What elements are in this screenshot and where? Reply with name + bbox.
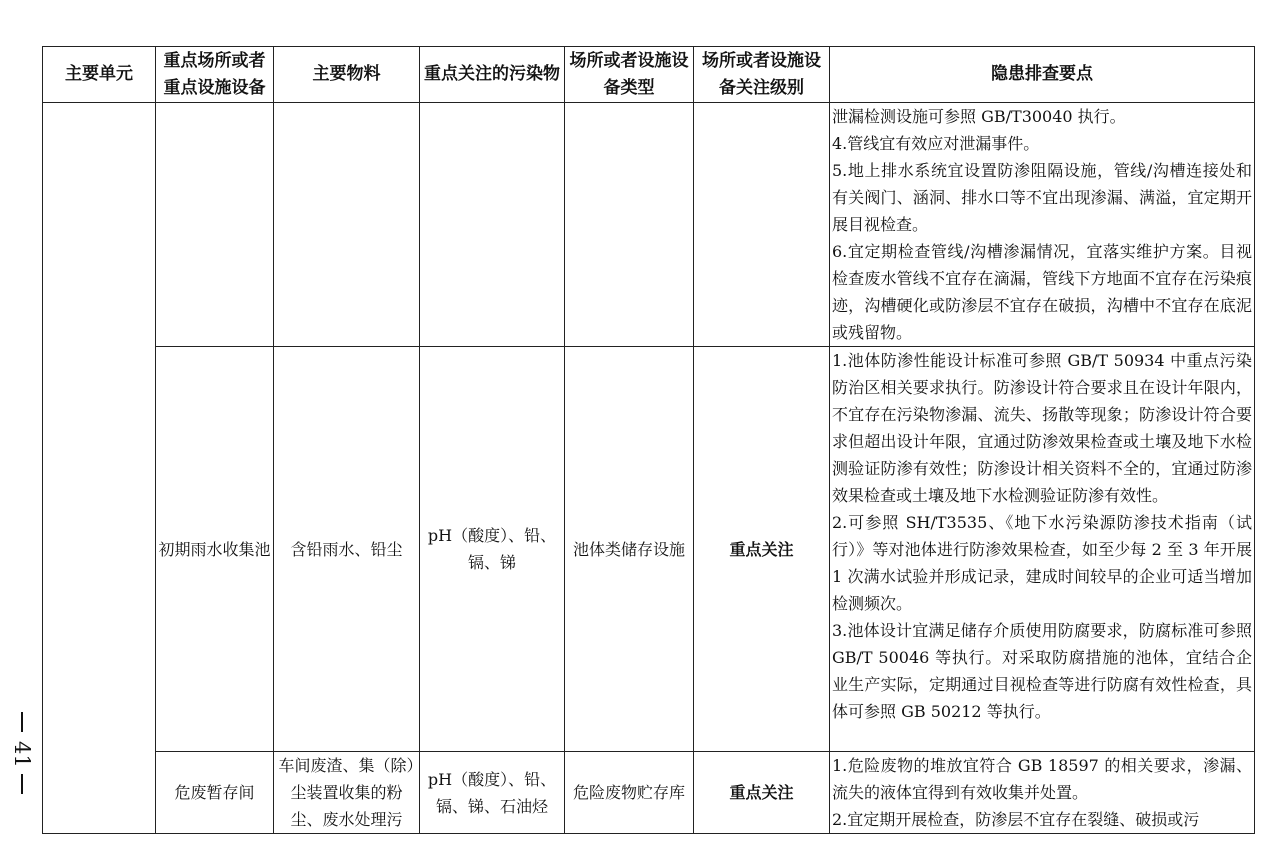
header-attention-level: 场所或者设施设备关注级别 (694, 47, 830, 103)
materials-cell: 含铅雨水、铅尘 (274, 347, 420, 752)
level-cell: 重点关注 (694, 752, 830, 834)
hazard-inspection-table (42, 46, 1255, 834)
inspection-points-cell (830, 347, 1255, 752)
type-cell (565, 103, 694, 347)
inspection-point: 4.管线宜有效应对泄漏事件。 (832, 134, 1040, 153)
facility-cell: 危废暂存间 (156, 752, 274, 834)
facility-cell (156, 103, 274, 347)
inspection-point: 1.池体防渗性能设计标准可参照 GB/T 50934 中重点污染防治区相关要求执行。防渗设计符合要求且在设计年限内，不宜存在污染物渗漏、流失、扬散等现象；防渗设计符合要求但超出设计年限，宜通过防渗效果检查或土壤及地下水检测验证防渗有效性；防渗设计相关资料不全的，宜通过防渗效果检查或土壤及地下水检测验证防渗有效性。 (832, 351, 1252, 505)
inspection-point: 1.危险废物的堆放宜符合 GB 18597 的相关要求，渗漏、流失的液体宜得到有效收集并处置。 (832, 756, 1252, 802)
facility-cell: 初期雨水收集池 (156, 347, 274, 752)
inspection-point: 2.可参照 SH/T3535、《地下水污染源防渗技术指南（试行）》等对池体进行防渗效果检查，如至少每 2 至 3 年开展 1 次满水试验并形成记录，建成时间较早的企业可适当增加检测频次。 (832, 513, 1252, 613)
inspection-point: 3.池体设计宜满足储存介质使用防腐要求，防腐标准可参照 GB/T 50046 等执行。对采取防腐措施的池体，宜结合企业生产实际，定期通过目视检查等进行防腐有效性检查，具体可参照 GB 50212 等执行。 (832, 621, 1252, 721)
pollutants-cell (420, 103, 565, 347)
type-cell: 危险废物贮存库 (565, 752, 694, 834)
header-main-unit: 主要单元 (43, 47, 156, 103)
table-header-row (43, 47, 1255, 103)
page-number (10, 712, 34, 794)
pollutants-cell: pH（酸度）、铅、镉、锑 (420, 347, 565, 752)
page-number-text: 41 (10, 741, 34, 768)
inspection-points-cell (830, 103, 1255, 347)
pollutants-cell: pH（酸度）、铅、镉、锑、石油烃 (420, 752, 565, 834)
type-cell: 池体类储存设施 (565, 347, 694, 752)
header-pollutants: 重点关注的污染物 (420, 47, 565, 103)
header-facility-type: 场所或者设施设备类型 (565, 47, 694, 103)
header-main-materials: 主要物料 (274, 47, 420, 103)
inspection-point: 6.宜定期检查管线/沟槽渗漏情况，宜落实维护方案。目视检查废水管线不宜存在滴漏，管线下方地面不宜存在污染痕迹，沟槽硬化或防渗层不宜存在破损，沟槽中不宜存在底泥或残留物。 (832, 242, 1252, 342)
inspection-point: 2.宜定期开展检查，防渗层不宜存在裂缝、破损或污 (832, 810, 1200, 829)
table-row (43, 752, 1255, 834)
inspection-point: 泄漏检测设施可参照 GB/T30040 执行。 (832, 107, 1126, 126)
level-cell: 重点关注 (694, 347, 830, 752)
materials-cell (274, 103, 420, 347)
main-unit-cell (43, 103, 156, 834)
materials-cell: 车间废渣、集（除）尘装置收集的粉尘、废水处理污 (274, 752, 420, 834)
level-cell (694, 103, 830, 347)
inspection-point: 5.地上排水系统宜设置防渗阻隔设施，管线/沟槽连接处和有关阀门、涵洞、排水口等不宜出现渗漏、满溢，宜定期开展目视检查。 (832, 161, 1252, 234)
header-key-facility: 重点场所或者重点设施设备 (156, 47, 274, 103)
page-number-dash-bottom (21, 774, 23, 794)
inspection-points-cell (830, 752, 1255, 834)
page-number-dash-top (21, 712, 23, 732)
table-row (43, 347, 1255, 752)
header-inspection-points: 隐患排查要点 (830, 47, 1255, 103)
table-row (43, 103, 1255, 347)
